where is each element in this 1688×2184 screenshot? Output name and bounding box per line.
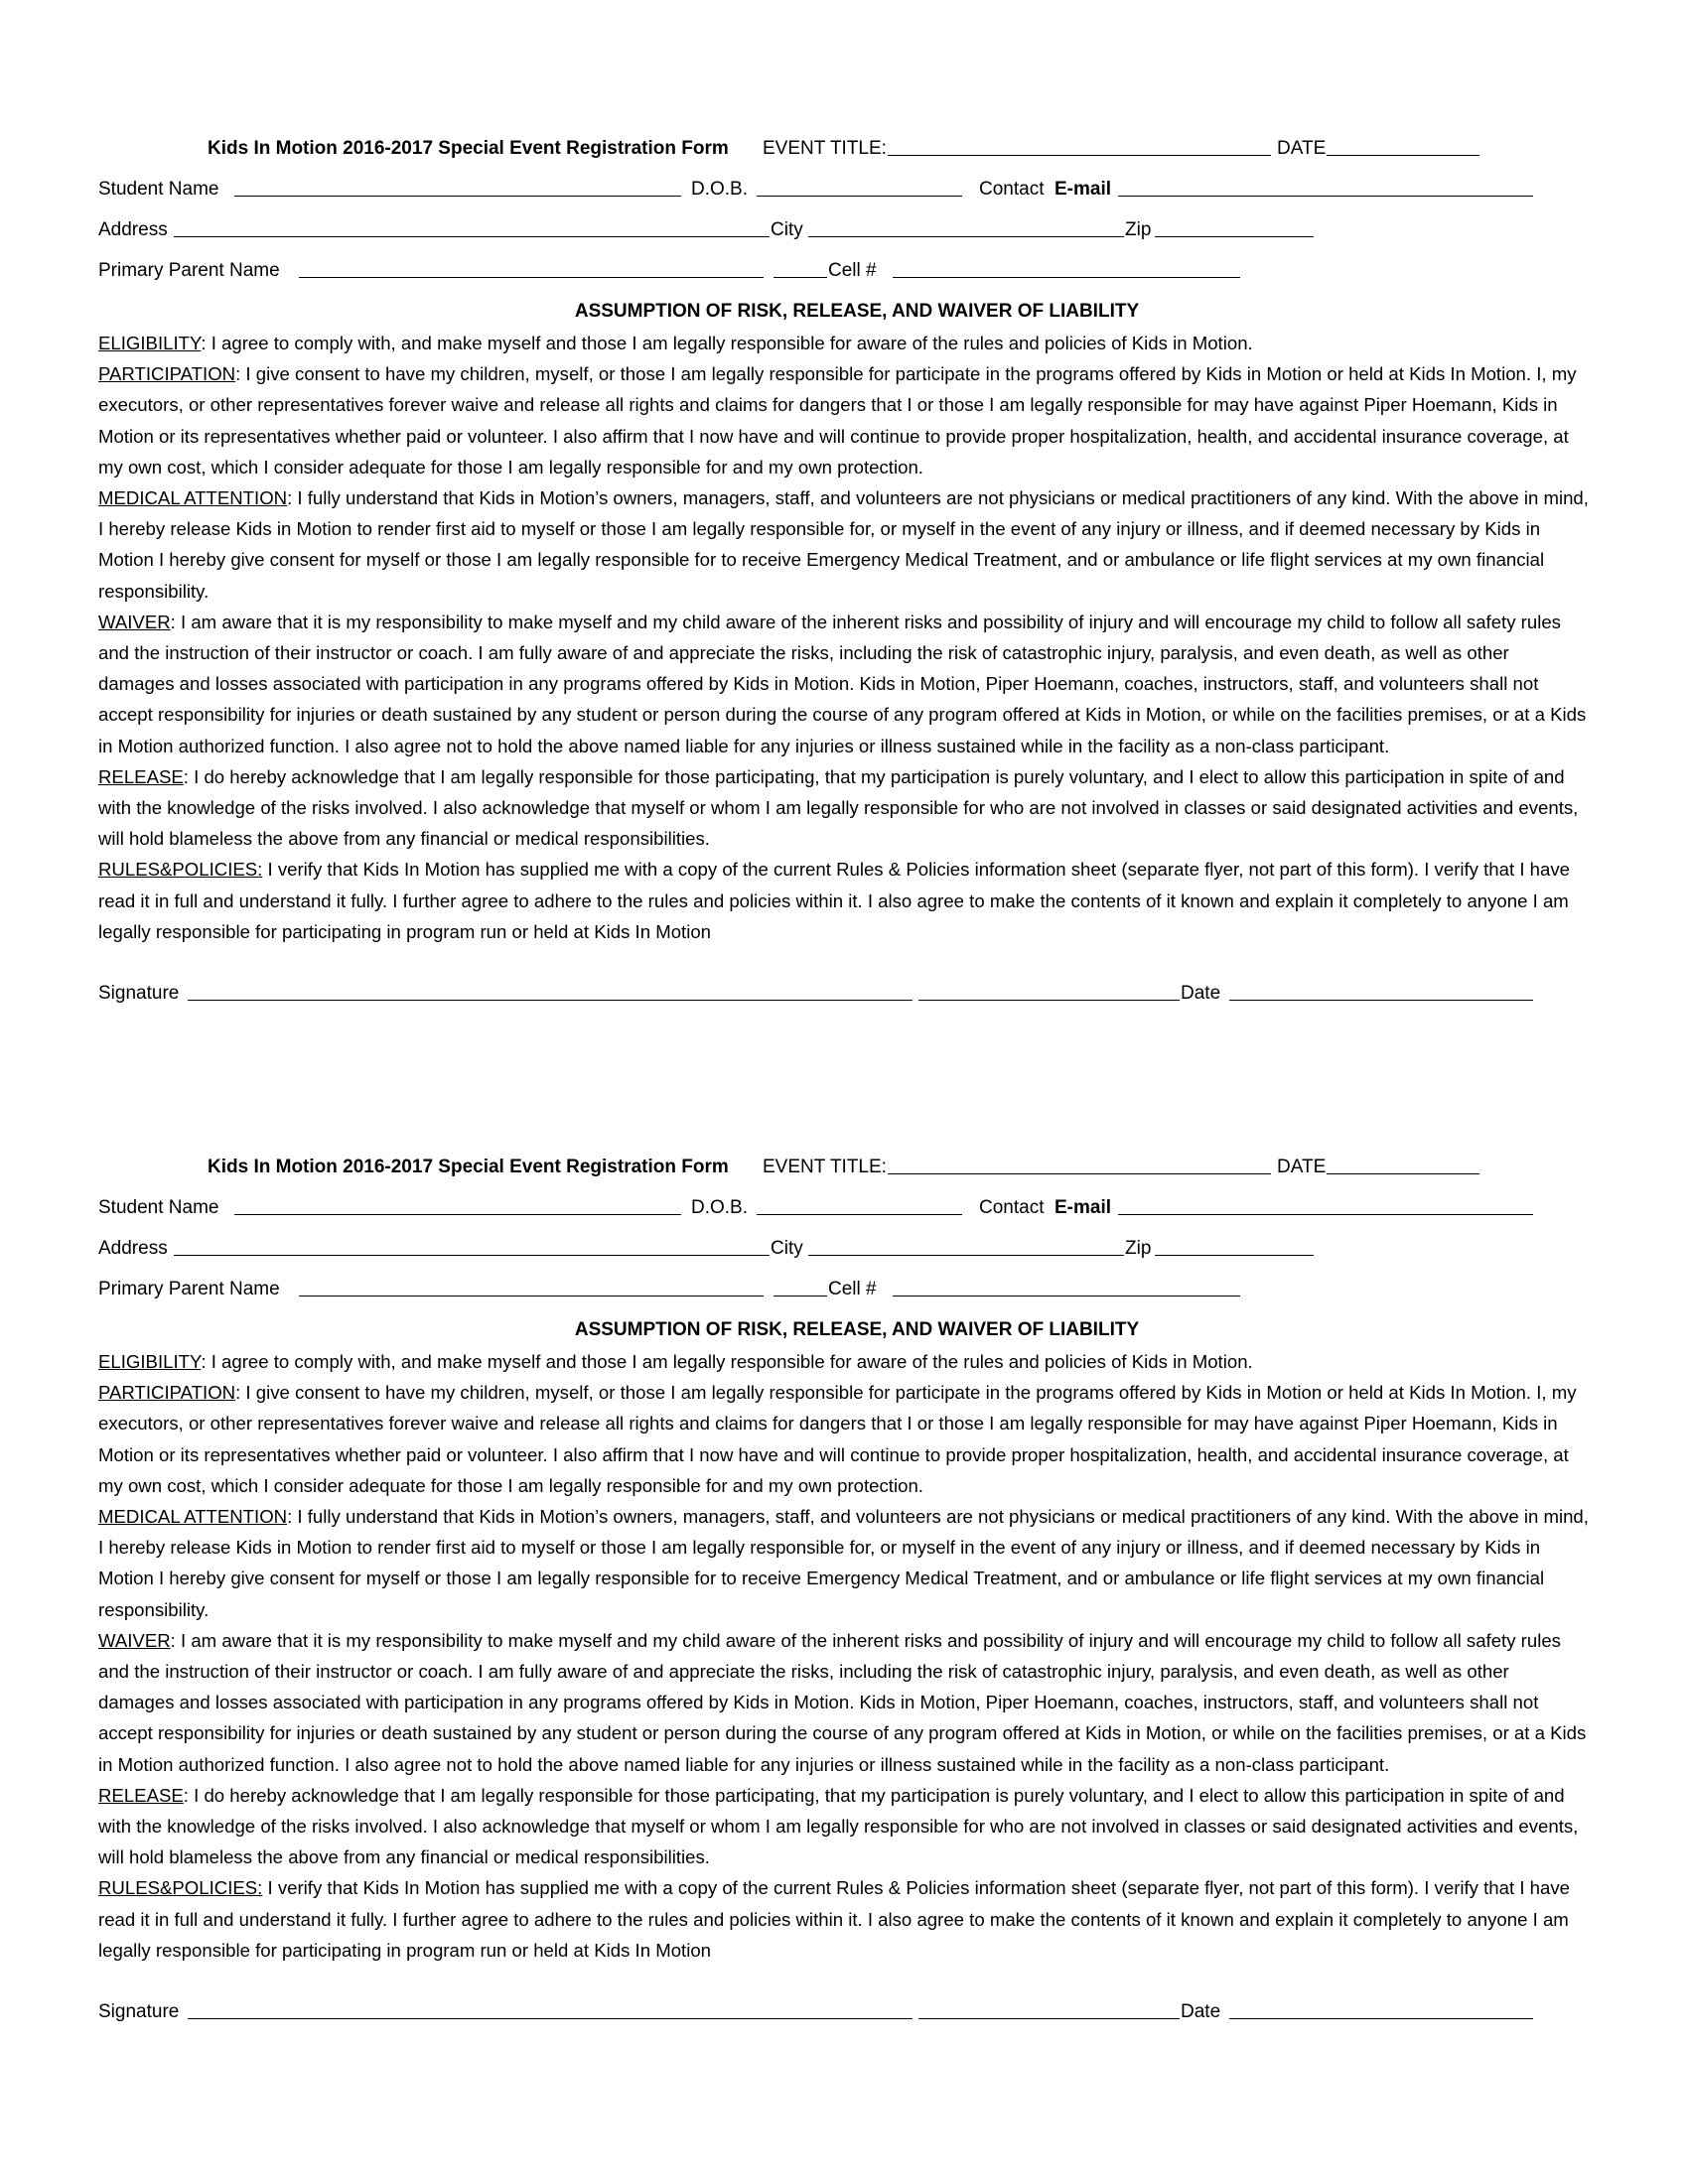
city-label: City [771,1238,803,1259]
event-title-field[interactable] [888,1152,1271,1184]
cell-blank [774,255,827,288]
waiver-heading: ASSUMPTION OF RISK, RELEASE, AND WAIVER OF LIABILITY [574,1319,1140,1340]
release-section: RELEASE: I do hereby acknowledge that I am legally responsible for those participating, that my participation is purely voluntary, and I elect to allow this participation in spite of and with the knowledge of the risks involved. I also acknowledge that myself or whom I am legally responsible for who are not involved in classes or said designated activities and events, will hold blameless the above from any financial or medical responsibilities. [98,765,1579,850]
address-row [98,214,1590,255]
cell-blank [774,1274,827,1306]
header-row [98,133,1590,174]
medical-attention-section: MEDICAL ATTENTION: I fully understand that Kids in Motion’s owners, managers, staff, and volunteers are not physicians or medical practitioners of any kind. With the above in mind, I hereby release Kids in Motion to render first aid to myself or those I am legally responsible for, or myself in the event of any injury or illness, and if deemed necessary by Kids in Motion I hereby give consent for myself or those I am legally responsible for to receive Emergency Medical Treatment, and or ambulance or life flight services at my own financial responsibility. [98,1506,1589,1620]
zip-field[interactable] [1155,1233,1314,1266]
student-name-field[interactable] [234,1192,681,1225]
signature-date-label: Date [1181,2001,1221,2023]
student-name-label: Student Name [98,179,219,200]
email-label: E-mail [1055,179,1112,200]
date-label: DATE [1277,138,1327,159]
signature-field[interactable] [188,978,913,1011]
signature-date-field[interactable] [1229,1996,1533,2029]
date-field[interactable] [1327,133,1479,166]
signature-date-field[interactable] [1229,978,1533,1011]
header-row [98,1152,1590,1192]
parent-row [98,255,1590,296]
event-title-label: EVENT TITLE: [763,138,887,159]
city-label: City [771,219,803,240]
signature-row [98,1996,1590,2036]
event-title-field[interactable] [888,133,1271,166]
form-title: Kids In Motion 2016-2017 Special Event Registration Form [208,1157,729,1177]
zip-label: Zip [1125,1238,1152,1259]
eligibility-section: ELIGIBILITY: I agree to comply with, and make myself and those I am legally responsible for aware of the rules and policies of Kids in Motion. [98,333,1253,353]
address-row [98,1233,1590,1274]
address-label: Address [98,1238,168,1259]
contact-label: Contact [979,179,1045,200]
signature-field[interactable] [188,1996,913,2029]
cell-field[interactable] [893,255,1240,288]
waiver-section: WAIVER: I am aware that it is my responsibility to make myself and my child aware of the inherent risks and possibility of injury and will encourage my child to follow all safety rules and the instruction of their instructor or coach. I am fully aware of and appreciate the risks, including the risk of catastrophic injury, paralysis, and even death, as well as other damages and losses associated with participation in any programs offered by Kids in Motion. Kids in Motion, Piper Hoemann, coaches, instructors, staff, and volunteers shall not accept responsibility for injuries or death sustained by any student or person during the course of any program offered at Kids in Motion, or while on the facilities premises, or at a Kids in Motion authorized function. I also agree not to hold the above named liable for any injuries or illness sustained while in the facility as a non-class participant. [98,1629,1587,1775]
registration-form-bottom [98,1152,1590,2036]
primary-parent-field[interactable] [299,1274,764,1306]
student-row [98,1192,1590,1233]
dob-field[interactable] [757,174,962,206]
primary-parent-label: Primary Parent Name [98,260,280,281]
email-field[interactable] [1118,1192,1533,1225]
cell-label: Cell # [828,1279,877,1299]
participation-section: PARTICIPATION: I give consent to have my children, myself, or those I am legally responsible for participate in the programs offered by Kids in Motion or held at Kids In Motion. I, my executors, or other representatives forever waive and release all rights and claims for dangers that I or those I am legally responsible for may have against Piper Hoemann, Kids in Motion or its representatives whether paid or volunteer. I also affirm that I now have and will continue to provide proper hospitalization, health, and accidental insurance coverage, at my own cost, which I consider adequate for those I am legally responsible for and my own protection. [98,363,1577,478]
student-name-label: Student Name [98,1197,219,1218]
email-label: E-mail [1055,1197,1112,1218]
address-label: Address [98,219,168,240]
signature-date-label: Date [1181,983,1221,1005]
student-row [98,174,1590,214]
registration-form-top [98,133,1590,1018]
city-field[interactable] [808,214,1124,247]
signature-label: Signature [98,983,180,1005]
rules-policies-section: RULES&POLICIES: I verify that Kids In Motion has supplied me with a copy of the current Rules & Policies information sheet (separate flyer, not part of this form). I verify that I have read it in full and understand it fully. I further agree to adhere to the rules and policies within it. I also agree to make the contents of it known and explain it completely to anyone I am legally responsible for participating in program run or held at Kids In Motion [98,1877,1570,1961]
dob-field[interactable] [757,1192,962,1225]
waiver-section: WAIVER: I am aware that it is my responsibility to make myself and my child aware of the inherent risks and possibility of injury and will encourage my child to follow all safety rules and the instruction of their instructor or coach. I am fully aware of and appreciate the risks, including the risk of catastrophic injury, paralysis, and even death, as well as other damages and losses associated with participation in any programs offered by Kids in Motion. Kids in Motion, Piper Hoemann, coaches, instructors, staff, and volunteers shall not accept responsibility for injuries or death sustained by any student or person during the course of any program offered at Kids in Motion, or while on the facilities premises, or at a Kids in Motion authorized function. I also agree not to hold the above named liable for any injuries or illness sustained while in the facility as a non-class participant. [98,611,1587,756]
zip-label: Zip [1125,219,1152,240]
form-title: Kids In Motion 2016-2017 Special Event Registration Form [208,138,729,159]
release-section: RELEASE: I do hereby acknowledge that I am legally responsible for those participating, that my participation is purely voluntary, and I elect to allow this participation in spite of and with the knowledge of the risks involved. I also acknowledge that myself or whom I am legally responsible for who are not involved in classes or said designated activities and events, will hold blameless the above from any financial or medical responsibilities. [98,1784,1579,1868]
date-field[interactable] [1327,1152,1479,1184]
city-field[interactable] [808,1233,1124,1266]
address-field[interactable] [174,1233,770,1266]
email-field[interactable] [1118,174,1533,206]
medical-attention-section: MEDICAL ATTENTION: I fully understand that Kids in Motion’s owners, managers, staff, and volunteers are not physicians or medical practitioners of any kind. With the above in mind, I hereby release Kids in Motion to render first aid to myself or those I am legally responsible for, or myself in the event of any injury or illness, and if deemed necessary by Kids in Motion I hereby give consent for myself or those I am legally responsible for to receive Emergency Medical Treatment, and or ambulance or life flight services at my own financial responsibility. [98,487,1589,602]
cell-field[interactable] [893,1274,1240,1306]
event-title-label: EVENT TITLE: [763,1157,887,1177]
dob-label: D.O.B. [691,1197,749,1218]
signature-row [98,978,1590,1018]
waiver-body [98,328,1590,947]
signature-extra-field[interactable] [918,1996,1180,2029]
signature-extra-field[interactable] [918,978,1180,1011]
date-label: DATE [1277,1157,1327,1177]
primary-parent-field[interactable] [299,255,764,288]
participation-section: PARTICIPATION: I give consent to have my children, myself, or those I am legally responsible for participate in the programs offered by Kids in Motion or held at Kids In Motion. I, my executors, or other representatives forever waive and release all rights and claims for dangers that I or those I am legally responsible for may have against Piper Hoemann, Kids in Motion or its representatives whether paid or volunteer. I also affirm that I now have and will continue to provide proper hospitalization, health, and accidental insurance coverage, at my own cost, which I consider adequate for those I am legally responsible for and my own protection. [98,1382,1577,1496]
address-field[interactable] [174,214,770,247]
waiver-body [98,1346,1590,1966]
contact-label: Contact [979,1197,1045,1218]
dob-label: D.O.B. [691,179,749,200]
zip-field[interactable] [1155,214,1314,247]
rules-policies-section: RULES&POLICIES: I verify that Kids In Motion has supplied me with a copy of the current Rules & Policies information sheet (separate flyer, not part of this form). I verify that I have read it in full and understand it fully. I further agree to adhere to the rules and policies within it. I also agree to make the contents of it known and explain it completely to anyone I am legally responsible for participating in program run or held at Kids In Motion [98,859,1570,942]
student-name-field[interactable] [234,174,681,206]
cell-label: Cell # [828,260,877,281]
parent-row [98,1274,1590,1314]
primary-parent-label: Primary Parent Name [98,1279,280,1299]
signature-label: Signature [98,2001,180,2023]
waiver-heading: ASSUMPTION OF RISK, RELEASE, AND WAIVER OF LIABILITY [574,301,1140,322]
eligibility-section: ELIGIBILITY: I agree to comply with, and make myself and those I am legally responsible for aware of the rules and policies of Kids in Motion. [98,1351,1253,1372]
